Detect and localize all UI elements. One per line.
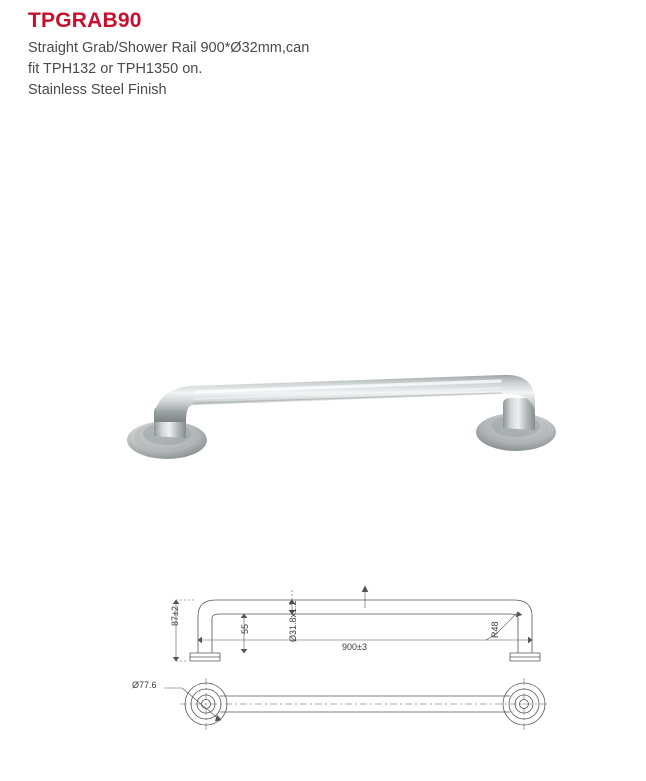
dim-label-flange-height: 87±2 [170,606,180,626]
product-description-line-1: Straight Grab/Shower Rail 900*Ø32mm,can [28,40,310,56]
technical-drawing [120,578,550,763]
product-header [28,8,588,101]
top-plan-view [180,678,550,730]
dim-label-overall-length: 900±3 [342,642,367,652]
photo-right-stub [503,398,535,430]
dim-label-rail-offset: 55 [240,623,250,634]
dim-label-flange-diameter: Ø77.6 [132,680,157,690]
photo-rail-tube [154,375,535,422]
dim-flange-diameter [164,688,221,721]
product-description-line-3: Stainless Steel Finish [28,82,167,98]
dim-label-tube-diameter: Ø31.8x1.2 [288,600,298,642]
product-description-line-2: fit TPH132 or TPH1350 on. [28,61,203,77]
center-mark [362,586,368,608]
product-photo [120,370,560,480]
dim-label-bend-radius: R48 [490,621,500,638]
product-code: TPGRAB90 [28,9,142,32]
